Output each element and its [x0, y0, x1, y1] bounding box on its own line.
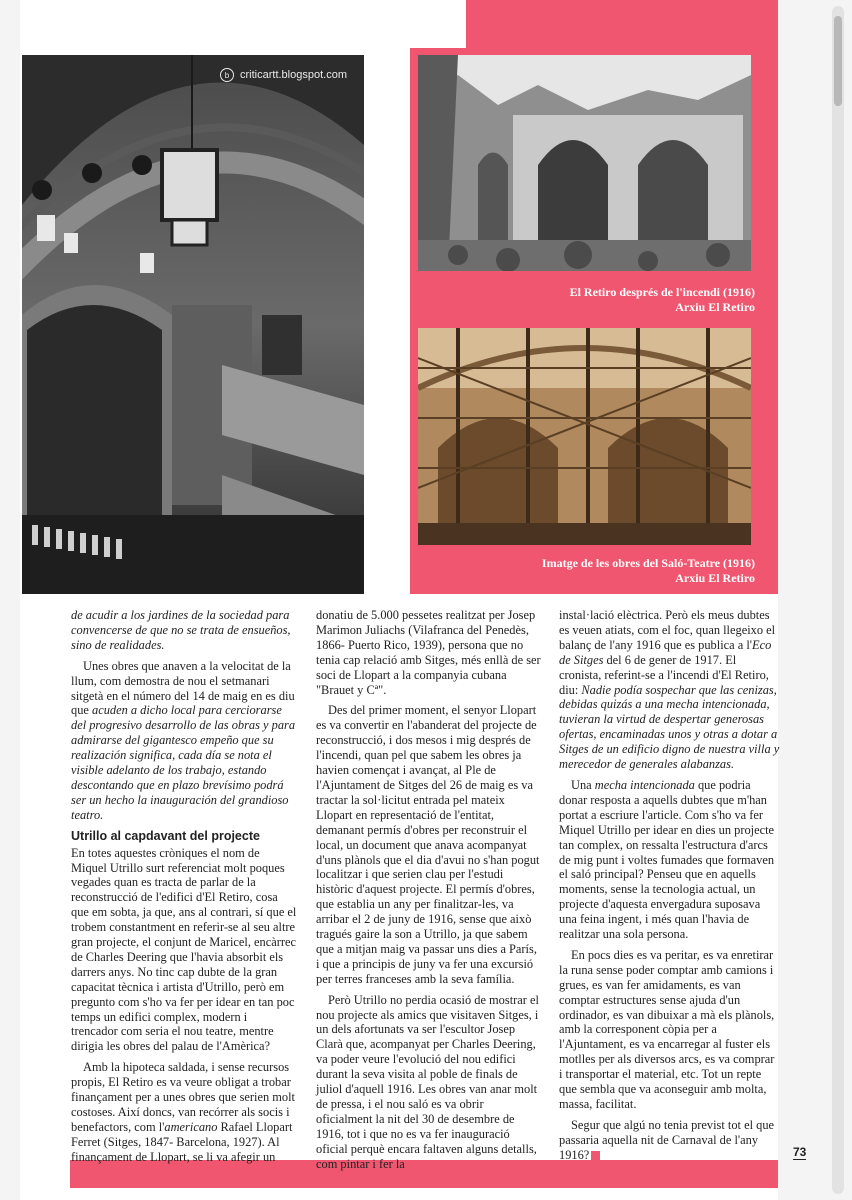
- scrollbar-thumb[interactable]: [834, 16, 842, 106]
- paragraph: [71, 1060, 297, 1164]
- paragraph: Des del primer moment, el senyor Llopart es va convertir en l'abanderat del projecte de reconstrucció, i dos mesos i mig després de l'incendi, quan pel que sabem les obres ja havien començat i avançat, al Ple de l'Ajuntament de Sitges del 26 de maig es va tractar la sol·licitut entrada pel mateix Llopart en representació de l'entitat, demanant permís d'obres per reconstruir el local, un document que anava acompanyat d'uns plànols que el dia d'avui no s'han pogut localitzar i que serien clau per l'estudi històric d'aquest projecte. El permís d'obres, que establia un any per finalitzar-les, va arribar el 2 de juny de 1916, sense que això tragués gaire la son a Utrillo, ja que sabem que a mitjan maig va passar uns dies a París, i que a principis de juny va fer una excursió per terres franceses amb la seva família.: [316, 703, 540, 986]
- paragraph-text: instal·lació elèctrica. Però els meus dubtes es veuen atiats, com el foc, quan llegeixo el balanç de l'any 1916 que es publica a l': [559, 608, 776, 652]
- paragraph: donatiu de 5.000 pessetes realitzat per Josep Marimon Juliachs (Vilafranca del Penedès, 1866- Puerto Rico, 1939), persona que no tenia cap relació amb Sitges, més enllà de ser soci de Llopart a la companyia cubana "Brauet y Cª".: [316, 608, 541, 697]
- caption-fire-title: El Retiro després de l'incendi (1916): [569, 285, 755, 299]
- blogger-icon: b: [220, 68, 234, 82]
- page-number: 73: [793, 1145, 807, 1159]
- caption-works: [542, 556, 755, 586]
- scrollbar[interactable]: [832, 6, 844, 1194]
- paragraph-text: Unes obres que anaven a la velocitat de la llum, com demostra de nou el setmanari sitgetà en el número del 14 de maig en es diu que: [71, 658, 295, 718]
- text-column-2: [316, 608, 542, 1178]
- watermark: [220, 65, 347, 85]
- ruins-photo: [418, 55, 751, 271]
- theater-interior-photo: [22, 55, 364, 594]
- paragraph-text: Amb la hipoteca saldada, i sense recursos propis, El Retiro es va veure obligat a trobar finançament per a unes obres que serien molt costoses. Així doncs, van recórrer als socis i benefactors, com l': [71, 1060, 295, 1134]
- paragraph-text: Segur que algú no tenia previst tot el que passaria aquella nit de Carnaval de l'any 1916?: [559, 1117, 775, 1162]
- paragraph: [559, 778, 780, 942]
- paragraph-text: que podria donar resposta a aquells dubtes que m'han portat a escriure l'article. Com s'ho va fer Miquel Utrillo per idear en dies un projecte tan complex, on ressalta l'estructura d'arcs de mig punt i voltes fumades que formaven el saló principal? Penseu que en aquells moments, sense la tecnologia actual, un projecte d'aquesta envergadura suposava una feina ingent, i més quan l'havia de realitzar una sola persona.: [559, 777, 775, 942]
- caption-fire: [570, 285, 755, 315]
- watermark-text: criticartt.blogspot.com: [240, 69, 347, 81]
- paragraph: [71, 659, 297, 823]
- paragraph: En totes aquestes cròniques el nom de Miquel Utrillo surt referenciat molt poques vegades quan es tracta de parlar de la reconstrucció de l'edifici d'El Retiro, cosa que em sobta, ja que, ans al contrari, sí que el trobem constantment en referir-se al seu altre gran projecte, el conjunt de Maricel, encàrrec de Charles Deering que l'havia absorbit els darrers anys. No tinc cap dubte de la gran capacitat tècnica i artista d'Utrillo, però em pregunto com s'ho va fer per idear en tan poc temps un edifici complex, modern i trencador com seria el nou teatre, mentre dirigia les obres del palau de l'Amèrica?: [71, 845, 297, 1054]
- paragraph: En pocs dies es va peritar, es va enretirar la runa sense poder comptar amb camions i grues, es van fer amidaments, es van comptar estructures sense ajuda d'un ordinador, es van dibuixar a mà els plànols, amb la corresponent còpia per a l'Ajuntament, es va encarregar al fuster els motlles per als diversos arcs, es va comprar i transportar el material, etc. Tot un repte que sembla que va aconseguir amb molta, massa, facilitat.: [559, 947, 775, 1111]
- end-of-article-mark: [591, 1151, 600, 1160]
- italic-term: mecha intencionada: [594, 777, 695, 792]
- accent-band-top: [466, 0, 778, 48]
- paragraph: [559, 1118, 780, 1163]
- caption-fire-source: Arxiu El Retiro: [675, 300, 755, 314]
- quoted-text: acuden a dicho local para cerciorarse del progresivo desarrollo de las obras y para admirarse del gigantesco empeño que su realización significa, cada día se nota el visible adelanto de los trabajo, estando descontando que en plazo brevísimo podrá ser un hecho la inauguración del grandioso teatro.: [71, 703, 296, 822]
- construction-photo: [418, 328, 751, 545]
- paragraph-text: Rafael Llopart Ferret (Sitges, 1847- Barcelona, 1927). Al finançament de Llopart, se li va afegir un: [71, 1119, 293, 1164]
- quote-continuation: de acudir a los jardines de la sociedad para convencerse de que no se trata de ensueños, sino de realidades.: [71, 608, 291, 652]
- caption-works-title: Imatge de les obres del Saló-Teatre (1916): [541, 556, 755, 570]
- paragraph: Però Utrillo no perdia ocasió de mostrar el nou projecte als amics que visitaven Sitges, i un dels afortunats va ser l'escultor Josep Clarà que, acompanyat per Charles Deering, va poder veure l'evolució del nou edifici durant la seva visita al poble de finals de juliol d'aquell 1916. Les obres van anar molt de pressa, i el nou saló es va obrir oficialment la nit del 30 de desembre de 1916, tot i que no es va fer inauguració oficial perquè encara faltaven alguns detalls, com pintar i fer la: [316, 992, 539, 1171]
- paragraph-text: del 6 de gener de 1917. El cronista, referint-se a l'incendi d'El Retiro, diu:: [559, 652, 769, 697]
- text-column-3: [559, 608, 780, 1169]
- quoted-text: Nadie podía sospechar que las cenizas, debidas quizás a una mecha intencionada, tuvieran la virtud de despertar generosas ofertas, encaminadas unos y otras a dotar a Sitges de un edificio digno de nuestra villa y merecedor de generales alabanzas.: [559, 682, 780, 772]
- text-column-1: [71, 608, 297, 1171]
- paragraph: [559, 608, 780, 772]
- paragraph-text: Una: [571, 777, 595, 792]
- caption-works-source: Arxiu El Retiro: [675, 571, 755, 585]
- section-subheading: Utrillo al capdavant del projecte: [71, 828, 260, 843]
- publication-title: Eco de Sitges: [559, 637, 772, 667]
- italic-term: americano: [164, 1119, 218, 1134]
